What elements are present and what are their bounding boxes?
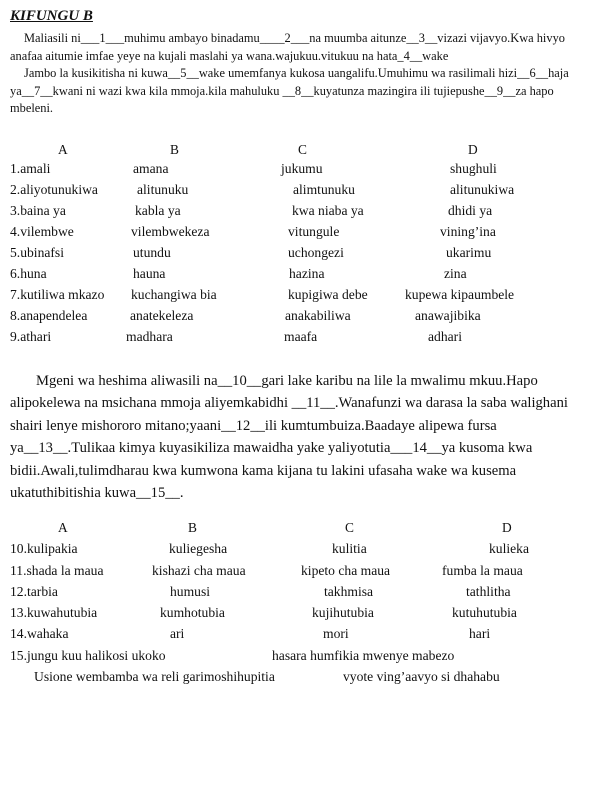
option-3b: kabla ya (135, 203, 181, 218)
option-15a: 15.jungu kuu halikosi ukoko (10, 648, 166, 663)
option-10b: kuliegesha (169, 541, 228, 556)
option-3d: dhidi ya (448, 203, 493, 218)
option-13d: kutuhutubia (452, 605, 517, 620)
option-15b: hasara humfikia mwenye mabezo (272, 648, 455, 663)
option-6d: zina (444, 266, 467, 281)
option-4d: vining’ina (440, 224, 496, 239)
option-11b: kishazi cha maua (152, 563, 246, 578)
option-15d: vyote ving’aavyo si dhahabu (343, 669, 500, 684)
option-1a: 1.amali (10, 161, 51, 176)
option-14c: mori (323, 626, 349, 641)
option-15c: Usione wembamba wa reli garimoshihupitia (34, 669, 275, 684)
option-6b: hauna (133, 266, 166, 281)
table1-header-b: B (170, 142, 179, 157)
option-2d: alitunukiwa (450, 182, 515, 197)
option-5d: ukarimu (446, 245, 492, 260)
passage-1-para-2: Jambo la kusikitisha ni kuwa__5__wake umemfanya kukosa uangalifu.Umuhimu wa rasilimali hizi__6__haja ya__7__kwani ni wazi kwa kila mmoja.kila mahuluku __8__kuyatunza mazingira ili tujiepushe__9__za hapo mbeleni. (10, 66, 569, 115)
option-5c: uchongezi (288, 245, 344, 260)
option-6a: 6.huna (10, 266, 47, 281)
option-1b: amana (133, 161, 169, 176)
passage-2-para: Mgeni wa heshima aliwasili na__10__gari lake karibu na lile la mwalimu mkuu.Hapo alipokelewa na msichana mmoja aliyemkabidhi __11__.Wanafunzi wa darasa la saba walighani shairi lenye mishororo mitano;yaani__12__ili kumtumbuiza.Baadaye alipewa fursa ya__13__.Tulikaa kimya kuyasikiliza mawaidha yake yaliyotutia___14__ya kusoma kwa bidii.Awali,tulimdharau kwa kumwona kama kijana tu lakini ufasaha wake wa kusema ukatuthibitishia kuwa__15__. (10, 373, 568, 502)
option-13a: 13.kuwahutubia (10, 605, 98, 620)
option-14d: hari (469, 626, 491, 641)
option-2b: alitunuku (137, 182, 189, 197)
option-3a: 3.baina ya (10, 203, 66, 218)
option-9a: 9.athari (10, 329, 52, 344)
option-13b: kumhotubia (160, 605, 225, 620)
option-10d: kulieka (489, 541, 530, 556)
option-1d: shughuli (450, 161, 497, 176)
option-5a: 5.ubinafsi (10, 245, 64, 260)
option-11a: 11.shada la maua (10, 563, 104, 578)
section-title: KIFUNGU B (10, 8, 93, 24)
option-6c: hazina (289, 266, 325, 281)
option-11c: kipeto cha maua (301, 563, 391, 578)
option-13c: kujihutubia (312, 605, 374, 620)
table1-header-a: A (58, 142, 68, 157)
option-2c: alimtunuku (293, 182, 355, 197)
table1-header-c: C (298, 142, 307, 157)
option-12d: tathlitha (466, 584, 511, 599)
option-5b: utundu (133, 245, 171, 260)
table2-header-c: C (345, 520, 354, 535)
option-1c: jukumu (281, 161, 323, 176)
option-3c: kwa niaba ya (292, 203, 364, 218)
passage-1 (10, 30, 595, 118)
option-7b: kuchangiwa bia (131, 287, 217, 302)
option-7d: kupewa kipaumbele (405, 287, 515, 302)
option-7a: 7.kutiliwa mkazo (10, 287, 105, 302)
option-8c: anakabiliwa (285, 308, 351, 323)
passage-1-para-1: Maliasili ni___1___muhimu ambayo binadamu____2___na muumba aitunze__3__vizazi vijavyo.Kwa hivyo anafaa aitumie imfae yeye na kujali maslahi ya wana.wajukuu.vitukuu na hata_4__wake (10, 31, 565, 63)
option-4b: vilembwekeza (131, 224, 210, 239)
option-2a: 2.aliyotunukiwa (10, 182, 98, 197)
option-10a: 10.kulipakia (10, 541, 78, 556)
option-10c: kulitia (332, 541, 367, 556)
option-4a: 4.vilembwe (10, 224, 74, 239)
table2-header-b: B (188, 520, 197, 535)
option-7c: kupigiwa debe (288, 287, 368, 302)
option-9c: maafa (284, 329, 318, 344)
option-9b: madhara (126, 329, 173, 344)
option-12c: takhmisa (324, 584, 374, 599)
option-9d: adhari (428, 329, 462, 344)
table2-header-d: D (502, 520, 512, 535)
option-4c: vitungule (288, 224, 340, 239)
option-11d: fumba la maua (442, 563, 523, 578)
table1-header-d: D (468, 142, 478, 157)
option-12b: humusi (170, 584, 211, 599)
option-8a: 8.anapendelea (10, 308, 88, 323)
option-14a: 14.wahaka (10, 626, 69, 641)
passage-2 (10, 370, 595, 504)
option-8b: anatekeleza (130, 308, 194, 323)
option-12a: 12.tarbia (10, 584, 58, 599)
option-14b: ari (170, 626, 185, 641)
option-8d: anawajibika (415, 308, 481, 323)
table2-header-a: A (58, 520, 68, 535)
